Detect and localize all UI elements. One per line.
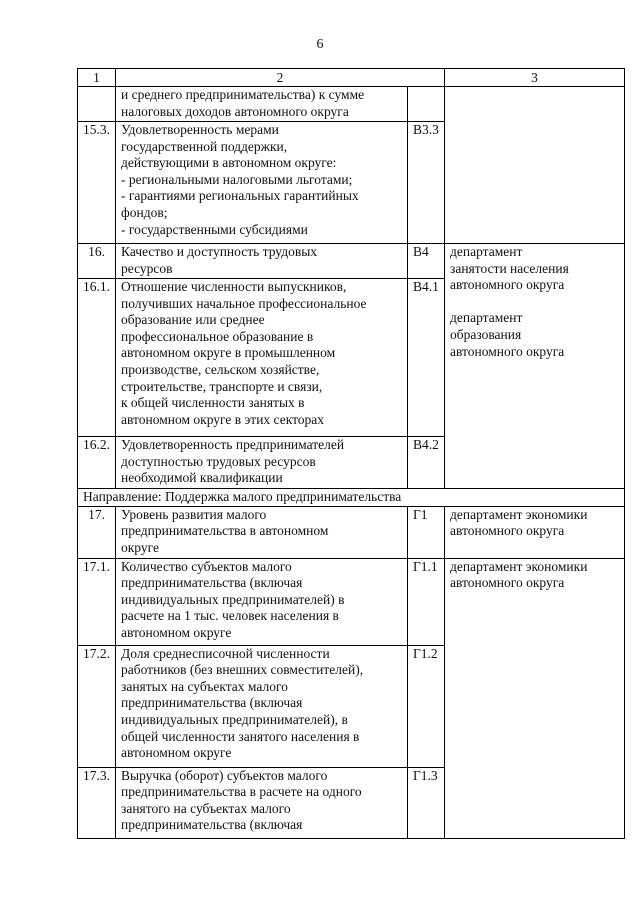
row-code: Г1.1 [408,558,445,645]
indicators-table [77,68,625,839]
row-code: В4 [408,244,445,279]
row-number: 15.3. [78,122,116,244]
row-code: В3.3 [408,122,445,244]
table-row [78,506,625,558]
row-number: 17.3. [78,767,116,838]
header-col-1: 1 [78,69,116,87]
row-text: Удовлетворенность предпринимателей доступностью трудовых ресурсов необходимой квалификации [116,437,408,489]
row-text: Доля среднесписочной численности работников (без внешних совместителей), занятых на субъектах малого предпринимательства (включая индивидуальных предпринимателей), в общей численности занятого населения в автономном округе [116,645,408,767]
section-heading-row [78,489,625,507]
row-code: Г1 [408,506,445,558]
row-department [445,87,625,244]
table-row [78,87,625,122]
row-text: Удовлетворенность мерами государственной поддержки, действующими в автономном округе: - региональными налоговыми льготами; - гарантиями региональных гарантийных фондов; - государственными субсидиями [116,122,408,244]
header-col-3: 3 [445,69,625,87]
row-number [78,87,116,122]
row-number: 16. [78,244,116,279]
row-code: В4.2 [408,437,445,489]
section-heading: Направление: Поддержка малого предпринимательства [78,489,625,507]
page-number: 6 [316,37,324,52]
row-number: 16.1. [78,279,116,437]
header-col-2: 2 [116,69,445,87]
row-code [408,87,445,122]
row-text: Качество и доступность трудовых ресурсов [116,244,408,279]
row-text: Отношение численности выпускников, получивших начальное профессиональное образование или среднее профессиональное образование в автономном округе в промышленном производстве, сельском хозяйстве, строительстве, транспорте и связи, к общей численности занятых в автономном округе в этих секторах [116,279,408,437]
row-text: и среднего предпринимательства) к сумме налоговых доходов автономного округа [116,87,408,122]
row-text: Уровень развития малого предпринимательства в автономном округе [116,506,408,558]
row-department: департамент экономики автономного округа [445,558,625,838]
table-row [78,558,625,645]
row-department: департамент экономики автономного округа [445,506,625,558]
row-number: 17. [78,506,116,558]
row-code: Г1.3 [408,767,445,838]
row-number: 16.2. [78,437,116,489]
row-text: Количество субъектов малого предпринимательства (включая индивидуальных предпринимателей) в расчете на 1 тыс. человек населения в автономном округе [116,558,408,645]
table-header-row [78,69,625,87]
row-code: В4.1 [408,279,445,437]
row-text: Выручка (оборот) субъектов малого предпринимательства в расчете на одного занятого на субъектах малого предпринимательства (включая [116,767,408,838]
row-number: 17.1. [78,558,116,645]
row-number: 17.2. [78,645,116,767]
table-row [78,244,625,279]
row-code: Г1.2 [408,645,445,767]
row-department: департамент занятости населения автономного округа департамент образования автономного округа [445,244,625,489]
